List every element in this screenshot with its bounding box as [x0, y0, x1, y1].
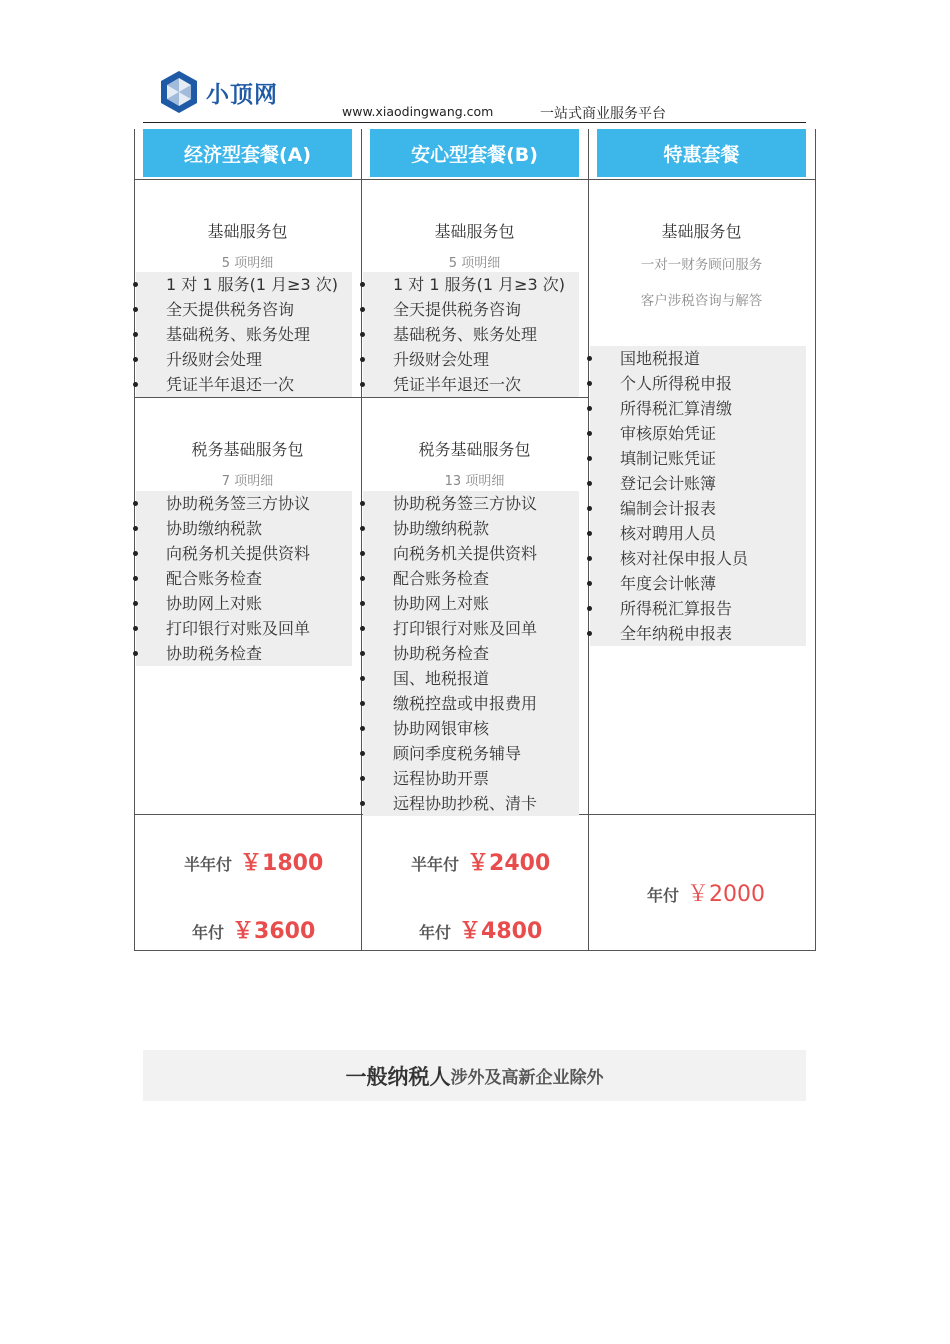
table-border-right	[815, 129, 816, 951]
price-value: ￥1800	[240, 851, 324, 876]
bullet-icon	[360, 676, 365, 681]
list-item: 编制会计报表	[590, 496, 806, 521]
bullet-icon	[360, 801, 365, 806]
price-label: 年付	[192, 923, 225, 942]
bullet-icon	[587, 581, 592, 586]
bullet-icon	[587, 481, 592, 486]
list-item: 登记会计账簿	[590, 471, 806, 496]
bullet-icon	[133, 282, 138, 287]
header-divider	[143, 122, 806, 123]
list-item: 核对社保申报人员	[590, 546, 806, 571]
list-item: 协助税务签三方协议	[136, 491, 352, 516]
bullet-icon	[133, 526, 138, 531]
package-b-tax-title: 税务基础服务包	[418, 440, 531, 459]
bullet-icon	[587, 506, 592, 511]
bullet-icon	[360, 307, 365, 312]
package-a-tax-list	[136, 491, 352, 666]
bullet-icon	[587, 531, 592, 536]
bullet-icon	[360, 651, 365, 656]
bullet-icon	[360, 382, 365, 387]
bullet-icon	[587, 431, 592, 436]
package-b-basic-list	[363, 272, 579, 397]
bullet-icon	[360, 551, 365, 556]
price-label: 半年付	[411, 855, 460, 874]
bullet-icon	[133, 307, 138, 312]
list-item: 审核原始凭证	[590, 421, 806, 446]
package-a-basic-title: 基础服务包	[207, 222, 288, 241]
list-item: 所得税汇算报告	[590, 596, 806, 621]
package-c-annual-price	[647, 877, 765, 908]
bullet-icon	[133, 382, 138, 387]
package-c-consult-service: 客户涉税咨询与解答	[640, 293, 763, 309]
list-item: 凭证半年退还一次	[363, 372, 579, 397]
list-item: 协助网银审核	[363, 716, 579, 741]
bullet-icon	[587, 456, 592, 461]
package-a-annual-price	[192, 914, 315, 945]
list-item: 打印银行对账及回单	[136, 616, 352, 641]
bullet-icon	[133, 626, 138, 631]
taxpayer-banner	[143, 1050, 806, 1101]
list-item: 1 对 1 服务(1 月≥3 次)	[136, 272, 352, 297]
list-item: 国地税报道	[590, 346, 806, 371]
list-item: 远程协助开票	[363, 766, 579, 791]
bullet-icon	[133, 651, 138, 656]
package-a-basic-list	[136, 272, 352, 397]
banner-title: 一般纳税人	[345, 1064, 451, 1089]
bullet-icon	[360, 576, 365, 581]
bullet-icon	[587, 381, 592, 386]
package-b-basic-title: 基础服务包	[434, 222, 515, 241]
list-item: 基础税务、账务处理	[136, 322, 352, 347]
list-item: 全年纳税申报表	[590, 621, 806, 646]
package-c-basic-list	[590, 346, 806, 646]
bullet-icon	[360, 332, 365, 337]
package-c-basic-title: 基础服务包	[661, 222, 742, 241]
bullet-icon	[133, 601, 138, 606]
price-value: ￥2400	[467, 851, 551, 876]
site-url[interactable]: www.xiaodingwang.com	[342, 104, 494, 119]
list-item: 向税务机关提供资料	[136, 541, 352, 566]
package-b-basic-count: 5 项明细	[448, 256, 501, 271]
list-item: 升级财会处理	[136, 347, 352, 372]
list-item: 配合账务检查	[363, 566, 579, 591]
list-item: 向税务机关提供资料	[363, 541, 579, 566]
bullet-icon	[133, 551, 138, 556]
list-item: 顾问季度税务辅导	[363, 741, 579, 766]
bullet-icon	[360, 776, 365, 781]
bullet-icon	[360, 701, 365, 706]
header-row-divider	[134, 179, 816, 180]
list-item: 协助缴纳税款	[363, 516, 579, 541]
list-item: 缴税控盘或申报费用	[363, 691, 579, 716]
list-item: 全天提供税务咨询	[363, 297, 579, 322]
bullet-icon	[587, 556, 592, 561]
logo-icon	[158, 70, 200, 114]
bullet-icon	[360, 282, 365, 287]
site-slogan: 一站式商业服务平台	[540, 106, 666, 122]
list-item: 凭证半年退还一次	[136, 372, 352, 397]
bullet-icon	[133, 501, 138, 506]
list-item: 协助缴纳税款	[136, 516, 352, 541]
price-value: ￥2000	[687, 882, 766, 907]
list-item: 年度会计帐薄	[590, 571, 806, 596]
package-a-header: 经济型套餐(A)	[143, 129, 352, 177]
package-a-basic-count: 5 项明细	[221, 256, 274, 271]
list-item: 核对聘用人员	[590, 521, 806, 546]
list-item: 协助网上对账	[363, 591, 579, 616]
price-label: 半年付	[184, 855, 233, 874]
bullet-icon	[360, 726, 365, 731]
bullet-icon	[587, 406, 592, 411]
logo	[158, 70, 278, 114]
list-item: 打印银行对账及回单	[363, 616, 579, 641]
package-a-tax-count: 7 项明细	[221, 474, 274, 489]
list-item: 协助税务检查	[363, 641, 579, 666]
list-item: 配合账务检查	[136, 566, 352, 591]
list-item: 全天提供税务咨询	[136, 297, 352, 322]
price-label: 年付	[419, 923, 452, 942]
list-item: 填制记账凭证	[590, 446, 806, 471]
bullet-icon	[133, 332, 138, 337]
list-item: 个人所得税申报	[590, 371, 806, 396]
logo-text: 小顶网	[206, 81, 278, 108]
list-item: 协助税务签三方协议	[363, 491, 579, 516]
list-item: 协助税务检查	[136, 641, 352, 666]
package-b-header: 安心型套餐(B)	[370, 129, 579, 177]
list-item: 协助网上对账	[136, 591, 352, 616]
list-item: 国、地税报道	[363, 666, 579, 691]
bullet-icon	[360, 626, 365, 631]
list-item: 升级财会处理	[363, 347, 579, 372]
bullet-icon	[360, 526, 365, 531]
bullet-icon	[587, 631, 592, 636]
package-b-annual-price	[419, 914, 542, 945]
bullet-icon	[360, 601, 365, 606]
package-a-half-year-price	[184, 846, 323, 877]
price-value: ￥4800	[459, 919, 543, 944]
bullet-icon	[587, 606, 592, 611]
package-a-tax-title: 税务基础服务包	[191, 440, 304, 459]
banner-note: 涉外及高新企业除外	[450, 1068, 604, 1088]
package-b-tax-count: 13 项明细	[444, 474, 505, 489]
package-b-half-year-price	[411, 846, 550, 877]
bullet-icon	[360, 357, 365, 362]
list-item: 所得税汇算清缴	[590, 396, 806, 421]
package-c-header: 特惠套餐	[597, 129, 806, 177]
list-item: 远程协助抄税、清卡	[363, 791, 579, 816]
package-b-tax-list	[363, 491, 579, 816]
package-c-advisor-service: 一对一财务顾问服务	[640, 257, 763, 273]
bullet-icon	[587, 356, 592, 361]
section-divider-b	[361, 397, 588, 398]
bullet-icon	[133, 576, 138, 581]
table-border-bottom	[134, 950, 816, 951]
bullet-icon	[360, 751, 365, 756]
list-item: 基础税务、账务处理	[363, 322, 579, 347]
price-value: ￥3600	[232, 919, 316, 944]
bullet-icon	[360, 501, 365, 506]
list-item: 1 对 1 服务(1 月≥3 次)	[363, 272, 579, 297]
price-label: 年付	[647, 886, 680, 905]
section-divider-a	[134, 397, 361, 398]
bullet-icon	[133, 357, 138, 362]
